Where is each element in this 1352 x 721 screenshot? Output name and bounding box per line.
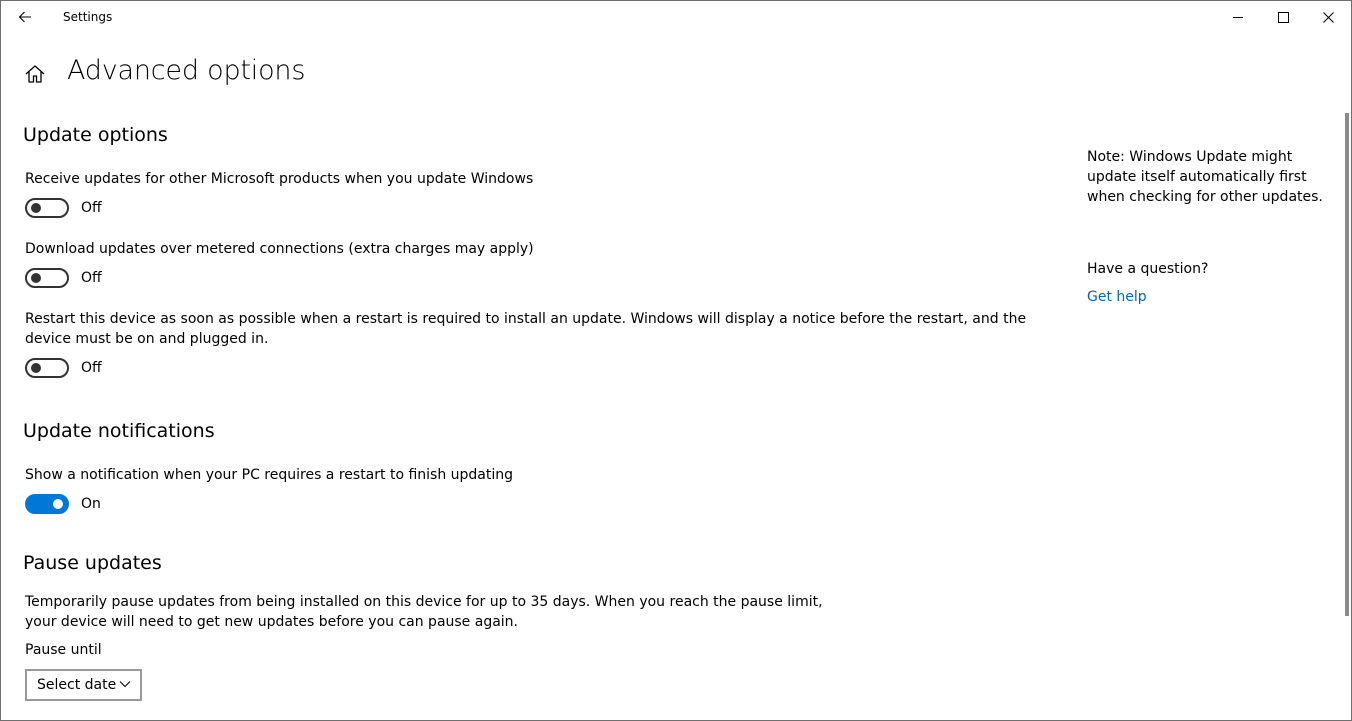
page-title: Advanced options: [67, 55, 306, 86]
receive-updates-state: Off: [81, 200, 102, 216]
restart-notification-state: On: [81, 496, 101, 512]
home-button[interactable]: [24, 63, 46, 85]
restart-device-label: Restart this device as soon as possible when a restart is required to install an update. Windows will display a notice before the restart, and the device must be on and plugged in.: [25, 311, 1027, 347]
metered-connections-label: Download updates over metered connections (extra charges may apply): [25, 241, 534, 257]
maximize-button[interactable]: [1260, 1, 1306, 33]
restart-device-state: Off: [81, 360, 102, 376]
metered-connections-state: Off: [81, 270, 102, 286]
restart-notification-label: Show a notification when your PC requires a restart to finish updating: [25, 467, 514, 483]
title-bar: [1, 1, 1351, 33]
metered-connections-toggle[interactable]: [25, 268, 69, 288]
back-arrow-icon: [18, 11, 32, 23]
maximize-icon: [1278, 12, 1289, 23]
windows-update-note: Note: Windows Update might update itself automatically first when checking for other updates.: [1087, 149, 1323, 205]
get-help-link[interactable]: Get help: [1087, 289, 1147, 305]
receive-updates-toggle[interactable]: [25, 198, 69, 218]
toggle-knob: [53, 499, 63, 509]
pause-updates-heading: Pause updates: [23, 552, 162, 574]
pause-date-value: Select date: [37, 677, 117, 693]
home-icon: [24, 63, 46, 85]
toggle-knob: [31, 273, 41, 283]
update-notifications-heading: Update notifications: [23, 420, 215, 442]
toggle-knob: [31, 203, 41, 213]
close-icon: [1323, 12, 1334, 23]
close-button[interactable]: [1305, 1, 1351, 33]
pause-date-dropdown[interactable]: [25, 669, 142, 701]
minimize-button[interactable]: [1215, 1, 1261, 33]
have-question-heading: Have a question?: [1087, 261, 1209, 277]
receive-updates-label: Receive updates for other Microsoft products when you update Windows: [25, 171, 534, 187]
restart-notification-toggle[interactable]: [25, 494, 69, 514]
toggle-knob: [31, 363, 41, 373]
chevron-down-icon: [119, 680, 131, 688]
vertical-scrollbar[interactable]: [1345, 113, 1349, 616]
restart-device-toggle[interactable]: [25, 358, 69, 378]
app-title: Settings: [63, 10, 113, 24]
update-options-heading: Update options: [23, 124, 168, 146]
pause-until-label: Pause until: [25, 642, 102, 658]
minimize-icon: [1233, 12, 1244, 23]
pause-updates-description: Temporarily pause updates from being installed on this device for up to 35 days. When you reach the pause limit, your device will need to get new updates before you can pause again.: [25, 594, 823, 630]
back-button[interactable]: [9, 3, 41, 31]
